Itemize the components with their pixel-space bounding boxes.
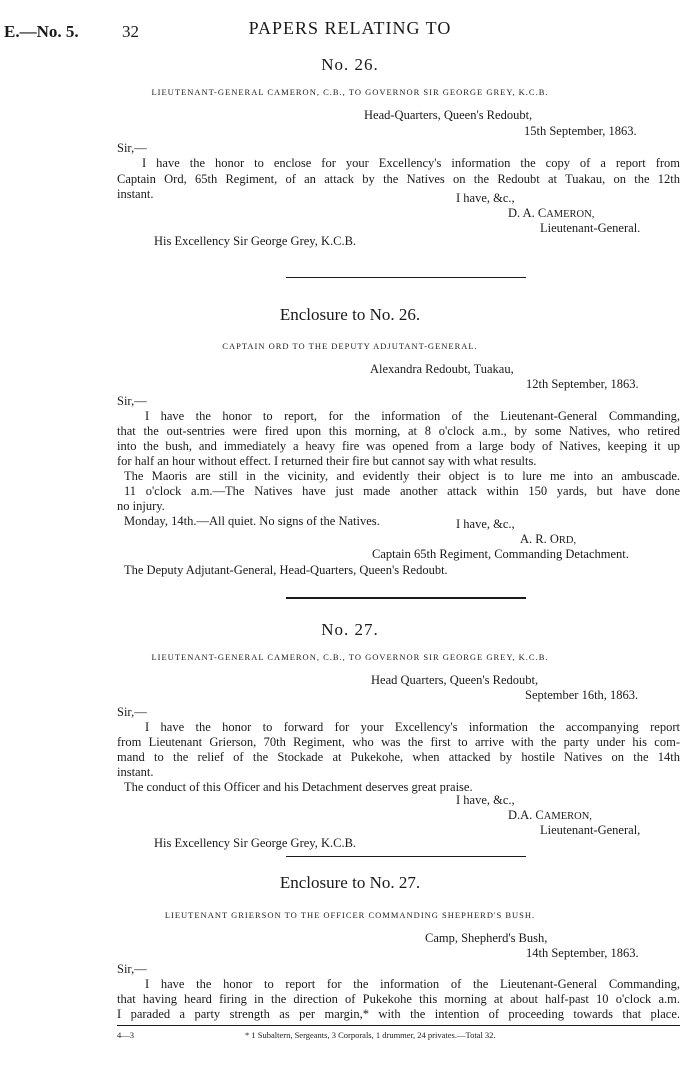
letter-date: 15th September, 1863. bbox=[524, 124, 637, 138]
body-line: Captain Ord, 65th Regiment, of an attack by the Natives on the Redoubt at Tuakau, on the 12th bbox=[117, 172, 680, 186]
body-line: instant. bbox=[117, 765, 154, 779]
letter-heading: LIEUTENANT GRIERSON TO THE OFFICER COMMANDING SHEPHERD'S BUSH. bbox=[164, 910, 536, 920]
letter-place: Camp, Shepherd's Bush, bbox=[425, 931, 548, 945]
divider bbox=[286, 856, 526, 857]
body-line: I paraded a party strength as per margin,* with the intention of proceeding towards that place. bbox=[117, 1007, 680, 1021]
signature: A. R. ORD, bbox=[520, 532, 577, 546]
letter-date: 12th September, 1863. bbox=[526, 377, 639, 391]
closing: I have, &c., bbox=[456, 793, 515, 807]
body-line: I have the honor to report for the information of the Lieutenant-General Commanding, bbox=[145, 977, 680, 991]
series-number: E.—No. 5. bbox=[4, 22, 79, 41]
enclosure-title-27: Enclosure to No. 27. bbox=[279, 873, 421, 892]
addressee: His Excellency Sir George Grey, K.C.B. bbox=[154, 836, 357, 850]
body-line: The Maoris are still in the vicinity, and evidently their object is to lure me into an ambuscade. bbox=[124, 469, 680, 483]
footnote: * 1 Subaltern, Sergeants, 3 Corporals, 1 drummer, 24 privates.—Total 32. bbox=[245, 1030, 496, 1040]
body-line: I have the honor to enclose for your Excellency's information the copy of a report from bbox=[142, 156, 680, 170]
body-line: The conduct of this Officer and his Detachment deserves great praise. bbox=[124, 780, 473, 794]
divider bbox=[286, 597, 526, 599]
letter-date: September 16th, 1863. bbox=[525, 688, 639, 702]
signature-rank: Lieutenant-General, bbox=[540, 823, 641, 837]
section-number-27: No. 27. bbox=[321, 620, 379, 639]
letter-heading: LIEUTENANT-GENERAL CAMERON, C.B., TO GOVERNOR SIR GEORGE GREY, K.C.B. bbox=[151, 652, 549, 662]
body-line: into the bush, and immediately a heavy fire was opened from a large body of Natives, keeping it up bbox=[117, 439, 680, 453]
body-line: I have the honor to forward for your Excellency's information the accompanying report bbox=[145, 720, 680, 734]
body-line: that the out-sentries were fired upon this morning, at 8 o'clock a.m., by some Natives, who retired bbox=[117, 424, 680, 438]
salutation: Sir,— bbox=[117, 394, 147, 408]
salutation: Sir,— bbox=[117, 705, 147, 719]
letter-place: Alexandra Redoubt, Tuakau, bbox=[370, 362, 514, 376]
addressee: The Deputy Adjutant-General, Head-Quarters, Queen's Redoubt. bbox=[124, 563, 448, 577]
body-line: mand to the relief of the Stockade at Pukekohe, when attacked by hostile Natives on the 14th bbox=[117, 750, 680, 764]
letter-date: 14th September, 1863. bbox=[526, 946, 639, 960]
divider bbox=[286, 277, 526, 278]
body-line: 11 o'clock a.m.—The Natives have just made another attack within 150 yards, but have done bbox=[124, 484, 680, 498]
body-line: that having heard firing in the direction of Pukekohe this morning at about half-past 10 o'clock a.m. bbox=[117, 992, 680, 1006]
body-line: no injury. bbox=[117, 499, 165, 513]
signature-rank: Captain 65th Regiment, Commanding Detachment. bbox=[372, 547, 629, 561]
letter-place: Head-Quarters, Queen's Redoubt, bbox=[364, 108, 533, 122]
section-number-26: No. 26. bbox=[321, 55, 379, 74]
salutation: Sir,— bbox=[117, 962, 147, 976]
letter-place: Head Quarters, Queen's Redoubt, bbox=[371, 673, 539, 687]
signature: D. A. CAMERON, bbox=[508, 206, 595, 220]
body-line: Monday, 14th.—All quiet. No signs of the Natives. bbox=[124, 514, 380, 528]
running-title: PAPERS RELATING TO bbox=[248, 18, 452, 38]
printer-mark: 4—3 bbox=[117, 1030, 134, 1040]
body-line: I have the honor to report, for the information of the Lieutenant-General Commanding, bbox=[145, 409, 680, 423]
letter-heading: LIEUTENANT-GENERAL CAMERON, C.B., TO GOVERNOR SIR GEORGE GREY, K.C.B. bbox=[151, 87, 549, 97]
salutation: Sir,— bbox=[117, 141, 147, 155]
enclosure-title-26: Enclosure to No. 26. bbox=[279, 305, 421, 324]
signature-rank: Lieutenant-General. bbox=[540, 221, 641, 235]
addressee: His Excellency Sir George Grey, K.C.B. bbox=[154, 234, 357, 248]
body-line: instant. bbox=[117, 187, 154, 201]
body-line: from Lieutenant Grierson, 70th Regiment, who was the first to arrive with the party under his com- bbox=[117, 735, 680, 749]
letter-heading: CAPTAIN ORD TO THE DEPUTY ADJUTANT-GENERAL. bbox=[222, 341, 478, 351]
body-line: for half an hour without effect. I returned their fire but cannot say with what results. bbox=[117, 454, 537, 468]
footnote-rule bbox=[117, 1025, 680, 1026]
signature: D.A. CAMERON, bbox=[508, 808, 592, 822]
closing: I have, &c., bbox=[456, 517, 515, 531]
page-number: 32 bbox=[122, 22, 139, 41]
closing: I have, &c., bbox=[456, 191, 515, 205]
